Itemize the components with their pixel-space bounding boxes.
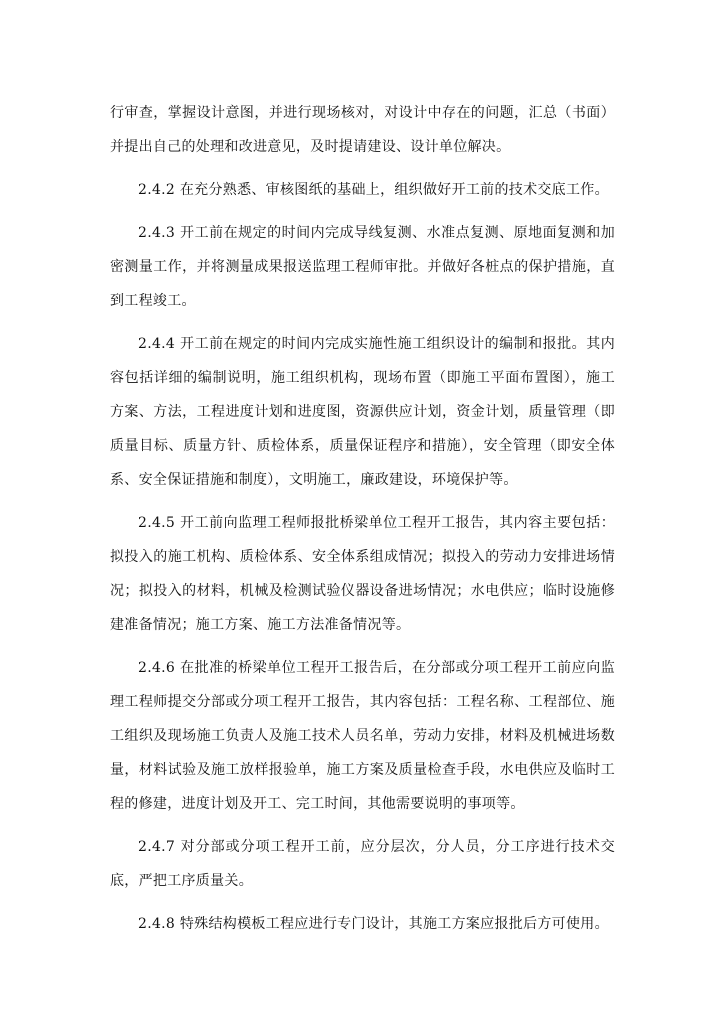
paragraph-2-4-7: 2.4.7 对分部或分项工程开工前，应分层次，分人员，分工序进行技术交底，严把工序质量关。 bbox=[110, 839, 615, 889]
paragraph-2-4-6: 2.4.6 在批准的桥梁单位工程开工报告后，在分部或分项工程开工前应向监理工程师提交分部或分项工程开工报告，其内容包括：工程名称、工程部位、施工组织及现场施工负责人及施工技术人员名单，劳动力安排，材料及机械进场数量，材料试验及施工放样报验单，施工方案及质量检查手段，水电供应及临时工程的修建，进度计划及开工、完工时间，其他需要说明的事项等。 bbox=[110, 660, 615, 812]
paragraph-2-4-4: 2.4.4 开工前在规定的时间内完成实施性施工组织设计的编制和报批。其内容包括详细的编制说明，施工组织机构，现场布置（即施工平面布置图），施工方案、方法，工程进度计划和进度图，资源供应计划，资金计划，质量管理（即质量目标、质量方针、质检体系，质量保证程序和措施），安全管理（即安全体系、安全保证措施和制度），文明施工，廉政建设，环境保护等。 bbox=[110, 336, 615, 488]
paragraph-2-4-3: 2.4.3 开工前在规定的时间内完成导线复测、水准点复测、原地面复测和加密测量工作，并将测量成果报送监理工程师审批。并做好各桩点的保护措施，直到工程竣工。 bbox=[110, 225, 615, 309]
paragraph-2-4-5: 2.4.5 开工前向监理工程师报批桥梁单位工程开工报告，其内容主要包括：拟投入的施工机构、质检体系、安全体系组成情况；拟投入的劳动力安排进场情况；拟投入的材料，机械及检测试验仪器设备进场情况；水电供应；临时设施修建准备情况；施工方案、施工方法准备情况等。 bbox=[110, 515, 615, 633]
paragraph-continuation: 行审查，掌握设计意图，并进行现场核对，对设计中存在的问题，汇总（书面）并提出自己的处理和改进意见，及时提请建设、设计单位解决。 bbox=[110, 105, 615, 155]
paragraph-2-4-8: 2.4.8 特殊结构模板工程应进行专门设计，其施工方案应报批后方可使用。 bbox=[138, 916, 609, 932]
paragraph-2-4-2: 2.4.2 在充分熟悉、审核图纸的基础上，组织做好开工前的技术交底工作。 bbox=[138, 182, 609, 198]
document-body bbox=[110, 96, 615, 941]
